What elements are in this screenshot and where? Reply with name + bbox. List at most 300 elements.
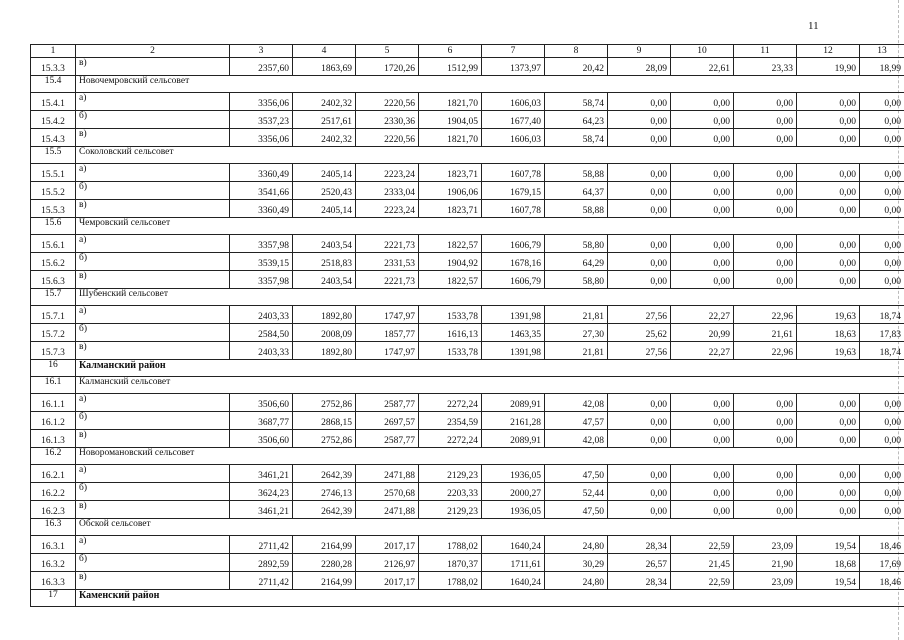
value-cell: 26,57 (608, 554, 671, 572)
table-row (31, 200, 904, 218)
row-number: 16.1.2 (31, 412, 76, 430)
value-cell: 0,00 (797, 200, 860, 218)
value-cell: 1373,97 (482, 58, 545, 76)
value-cell: 2220,56 (356, 93, 419, 111)
value-cell: 47,50 (545, 465, 608, 483)
value-cell: 0,00 (671, 465, 734, 483)
row-variant: в) (76, 58, 230, 76)
value-cell: 1606,03 (482, 93, 545, 111)
council-header-row (31, 147, 904, 164)
value-cell: 1533,78 (419, 306, 482, 324)
value-cell: 1892,80 (293, 306, 356, 324)
table-row (31, 501, 904, 519)
value-cell: 0,00 (734, 129, 797, 147)
value-cell: 18,63 (797, 324, 860, 342)
value-cell: 0,00 (860, 430, 904, 448)
council-title: Чемровский сельсовет (76, 218, 904, 235)
value-cell: 3506,60 (230, 430, 293, 448)
value-cell: 0,00 (608, 200, 671, 218)
value-cell: 3687,77 (230, 412, 293, 430)
value-cell: 30,29 (545, 554, 608, 572)
value-cell: 2000,27 (482, 483, 545, 501)
value-cell: 20,99 (671, 324, 734, 342)
value-cell: 1747,97 (356, 342, 419, 360)
district-header-row (31, 360, 904, 377)
value-cell: 0,00 (671, 164, 734, 182)
value-cell: 19,63 (797, 306, 860, 324)
row-number: 15.4.2 (31, 111, 76, 129)
value-cell: 3360,49 (230, 200, 293, 218)
value-cell: 27,56 (608, 342, 671, 360)
value-cell: 0,00 (671, 501, 734, 519)
value-cell: 0,00 (671, 182, 734, 200)
value-cell: 2129,23 (419, 501, 482, 519)
value-cell: 47,50 (545, 501, 608, 519)
value-cell: 2570,68 (356, 483, 419, 501)
value-cell: 42,08 (545, 394, 608, 412)
row-variant: а) (76, 164, 230, 182)
row-variant: б) (76, 111, 230, 129)
row-number: 15.6.1 (31, 235, 76, 253)
value-cell: 2161,28 (482, 412, 545, 430)
section-number: 16.3 (31, 519, 76, 536)
value-cell: 0,00 (608, 253, 671, 271)
table-row (31, 554, 904, 572)
value-cell: 0,00 (797, 430, 860, 448)
value-cell: 3506,60 (230, 394, 293, 412)
row-variant: в) (76, 342, 230, 360)
value-cell: 1606,79 (482, 271, 545, 289)
value-cell: 0,00 (797, 271, 860, 289)
value-cell: 2405,14 (293, 164, 356, 182)
value-cell: 2272,24 (419, 394, 482, 412)
value-cell: 0,00 (608, 271, 671, 289)
value-cell: 0,00 (734, 253, 797, 271)
column-header: 12 (797, 45, 860, 58)
table-row (31, 235, 904, 253)
value-cell: 0,00 (734, 501, 797, 519)
value-cell: 0,00 (734, 412, 797, 430)
council-header-row (31, 218, 904, 235)
value-cell: 2471,88 (356, 501, 419, 519)
value-cell: 58,74 (545, 129, 608, 147)
value-cell: 52,44 (545, 483, 608, 501)
value-cell: 0,00 (734, 93, 797, 111)
row-variant: а) (76, 394, 230, 412)
table-row (31, 253, 904, 271)
value-cell: 2221,73 (356, 271, 419, 289)
row-number: 15.3.3 (31, 58, 76, 76)
value-cell: 21,81 (545, 306, 608, 324)
value-cell: 1678,16 (482, 253, 545, 271)
value-cell: 28,34 (608, 536, 671, 554)
value-cell: 58,74 (545, 93, 608, 111)
value-cell: 1677,40 (482, 111, 545, 129)
value-cell: 0,00 (608, 182, 671, 200)
value-cell: 20,42 (545, 58, 608, 76)
council-title: Соколовский сельсовет (76, 147, 904, 164)
value-cell: 0,00 (608, 111, 671, 129)
value-cell: 2017,17 (356, 536, 419, 554)
value-cell: 3357,98 (230, 271, 293, 289)
row-variant: в) (76, 430, 230, 448)
value-cell: 2126,97 (356, 554, 419, 572)
value-cell: 0,00 (797, 253, 860, 271)
value-cell: 0,00 (860, 129, 904, 147)
value-cell: 21,61 (734, 324, 797, 342)
row-number: 15.4.1 (31, 93, 76, 111)
value-cell: 0,00 (734, 465, 797, 483)
value-cell: 2089,91 (482, 430, 545, 448)
value-cell: 22,27 (671, 342, 734, 360)
value-cell: 0,00 (734, 483, 797, 501)
value-cell: 22,96 (734, 306, 797, 324)
value-cell: 0,00 (671, 93, 734, 111)
row-number: 15.5.1 (31, 164, 76, 182)
value-cell: 0,00 (608, 394, 671, 412)
value-cell: 18,74 (860, 306, 904, 324)
section-number: 15.5 (31, 147, 76, 164)
section-number: 17 (31, 590, 76, 607)
value-cell: 1711,61 (482, 554, 545, 572)
value-cell: 19,63 (797, 342, 860, 360)
value-cell: 1821,70 (419, 93, 482, 111)
value-cell: 0,00 (671, 111, 734, 129)
value-cell: 2518,83 (293, 253, 356, 271)
district-title: Каменский район (76, 590, 904, 607)
value-cell: 0,00 (797, 501, 860, 519)
value-cell: 0,00 (860, 93, 904, 111)
value-cell: 2587,77 (356, 430, 419, 448)
value-cell: 3357,98 (230, 235, 293, 253)
value-cell: 0,00 (860, 235, 904, 253)
value-cell: 0,00 (734, 200, 797, 218)
value-cell: 2752,86 (293, 394, 356, 412)
value-cell: 0,00 (734, 164, 797, 182)
row-number: 15.7.3 (31, 342, 76, 360)
value-cell: 24,80 (545, 572, 608, 590)
value-cell: 1747,97 (356, 306, 419, 324)
value-cell: 23,09 (734, 572, 797, 590)
value-cell: 2746,13 (293, 483, 356, 501)
value-cell: 0,00 (734, 235, 797, 253)
value-cell: 58,88 (545, 200, 608, 218)
council-header-row (31, 448, 904, 465)
table-row (31, 430, 904, 448)
district-title: Калманский район (76, 360, 904, 377)
value-cell: 24,80 (545, 536, 608, 554)
value-cell: 19,54 (797, 572, 860, 590)
value-cell: 2403,54 (293, 235, 356, 253)
column-header: 10 (671, 45, 734, 58)
value-cell: 0,00 (608, 465, 671, 483)
value-cell: 1904,05 (419, 111, 482, 129)
table-row (31, 93, 904, 111)
value-cell: 21,45 (671, 554, 734, 572)
value-cell: 0,00 (860, 253, 904, 271)
table-row (31, 58, 904, 76)
table-row (31, 412, 904, 430)
value-cell: 1822,57 (419, 271, 482, 289)
value-cell: 19,54 (797, 536, 860, 554)
value-cell: 2868,15 (293, 412, 356, 430)
value-cell: 0,00 (608, 483, 671, 501)
value-cell: 2357,60 (230, 58, 293, 76)
value-cell: 2752,86 (293, 430, 356, 448)
table-row (31, 111, 904, 129)
council-header-row (31, 377, 904, 394)
value-cell: 3356,06 (230, 93, 293, 111)
row-variant: б) (76, 182, 230, 200)
council-header-row (31, 519, 904, 536)
value-cell: 2280,28 (293, 554, 356, 572)
value-cell: 0,00 (860, 412, 904, 430)
section-number: 15.7 (31, 289, 76, 306)
value-cell: 2402,32 (293, 93, 356, 111)
value-cell: 0,00 (797, 111, 860, 129)
value-cell: 0,00 (734, 394, 797, 412)
row-variant: а) (76, 93, 230, 111)
section-number: 15.4 (31, 76, 76, 93)
row-variant: б) (76, 554, 230, 572)
value-cell: 19,90 (797, 58, 860, 76)
value-cell: 0,00 (734, 182, 797, 200)
table-row (31, 536, 904, 554)
page-number: 11 (808, 20, 819, 32)
value-cell: 1936,05 (482, 465, 545, 483)
table-row (31, 572, 904, 590)
value-cell: 0,00 (671, 200, 734, 218)
value-cell: 1720,26 (356, 58, 419, 76)
value-cell: 22,59 (671, 572, 734, 590)
value-cell: 0,00 (608, 412, 671, 430)
value-cell: 0,00 (797, 164, 860, 182)
row-number: 16.2.1 (31, 465, 76, 483)
value-cell: 0,00 (671, 430, 734, 448)
row-variant: а) (76, 536, 230, 554)
council-title: Калманский сельсовет (76, 377, 904, 394)
value-cell: 22,59 (671, 536, 734, 554)
council-title: Обской сельсовет (76, 519, 904, 536)
row-variant: б) (76, 483, 230, 501)
section-number: 16.2 (31, 448, 76, 465)
value-cell: 2471,88 (356, 465, 419, 483)
row-variant: а) (76, 235, 230, 253)
row-number: 16.1.1 (31, 394, 76, 412)
value-cell: 18,68 (797, 554, 860, 572)
value-cell: 2008,09 (293, 324, 356, 342)
row-variant: б) (76, 412, 230, 430)
value-cell: 1606,03 (482, 129, 545, 147)
value-cell: 58,80 (545, 235, 608, 253)
value-cell: 2642,39 (293, 465, 356, 483)
row-variant: в) (76, 271, 230, 289)
value-cell: 2164,99 (293, 572, 356, 590)
value-cell: 17,69 (860, 554, 904, 572)
value-cell: 3461,21 (230, 501, 293, 519)
value-cell: 2223,24 (356, 200, 419, 218)
value-cell: 0,00 (797, 182, 860, 200)
value-cell: 21,81 (545, 342, 608, 360)
value-cell: 0,00 (797, 394, 860, 412)
row-variant: б) (76, 324, 230, 342)
row-number: 16.3.2 (31, 554, 76, 572)
value-cell: 22,27 (671, 306, 734, 324)
value-cell: 1821,70 (419, 129, 482, 147)
value-cell: 1788,02 (419, 536, 482, 554)
value-cell: 0,00 (860, 182, 904, 200)
value-cell: 64,23 (545, 111, 608, 129)
table-row (31, 324, 904, 342)
value-cell: 64,29 (545, 253, 608, 271)
value-cell: 2403,33 (230, 306, 293, 324)
value-cell: 58,80 (545, 271, 608, 289)
value-cell: 2711,42 (230, 572, 293, 590)
tariff-table (30, 44, 904, 607)
value-cell: 2517,61 (293, 111, 356, 129)
table-row (31, 164, 904, 182)
value-cell: 2402,32 (293, 129, 356, 147)
value-cell: 0,00 (608, 430, 671, 448)
value-cell: 2333,04 (356, 182, 419, 200)
value-cell: 22,61 (671, 58, 734, 76)
column-header: 11 (734, 45, 797, 58)
value-cell: 2354,59 (419, 412, 482, 430)
row-number: 15.5.3 (31, 200, 76, 218)
table-row (31, 465, 904, 483)
value-cell: 2223,24 (356, 164, 419, 182)
value-cell: 2584,50 (230, 324, 293, 342)
value-cell: 0,00 (797, 483, 860, 501)
district-header-row (31, 590, 904, 607)
value-cell: 42,08 (545, 430, 608, 448)
row-number: 16.3.1 (31, 536, 76, 554)
value-cell: 1512,99 (419, 58, 482, 76)
value-cell: 1904,92 (419, 253, 482, 271)
column-header: 13 (860, 45, 904, 58)
value-cell: 1857,77 (356, 324, 419, 342)
column-header: 1 (31, 45, 76, 58)
value-cell: 23,33 (734, 58, 797, 76)
value-cell: 0,00 (671, 483, 734, 501)
value-cell: 2403,54 (293, 271, 356, 289)
row-variant: б) (76, 253, 230, 271)
value-cell: 1892,80 (293, 342, 356, 360)
section-number: 16.1 (31, 377, 76, 394)
value-cell: 0,00 (860, 483, 904, 501)
value-cell: 0,00 (608, 164, 671, 182)
value-cell: 3624,23 (230, 483, 293, 501)
value-cell: 1391,98 (482, 342, 545, 360)
table-row (31, 342, 904, 360)
value-cell: 0,00 (797, 129, 860, 147)
value-cell: 18,46 (860, 572, 904, 590)
table-row (31, 483, 904, 501)
value-cell: 47,57 (545, 412, 608, 430)
value-cell: 0,00 (734, 271, 797, 289)
value-cell: 2221,73 (356, 235, 419, 253)
value-cell: 2520,43 (293, 182, 356, 200)
column-header: 5 (356, 45, 419, 58)
value-cell: 2405,14 (293, 200, 356, 218)
column-header: 6 (419, 45, 482, 58)
value-cell: 1606,79 (482, 235, 545, 253)
value-cell: 22,96 (734, 342, 797, 360)
value-cell: 18,46 (860, 536, 904, 554)
value-cell: 0,00 (671, 394, 734, 412)
table-body (31, 45, 904, 607)
table-row (31, 271, 904, 289)
value-cell: 0,00 (797, 235, 860, 253)
value-cell: 28,09 (608, 58, 671, 76)
value-cell: 1823,71 (419, 164, 482, 182)
value-cell: 0,00 (860, 111, 904, 129)
value-cell: 1640,24 (482, 536, 545, 554)
value-cell: 21,90 (734, 554, 797, 572)
value-cell: 1788,02 (419, 572, 482, 590)
value-cell: 2642,39 (293, 501, 356, 519)
column-header: 3 (230, 45, 293, 58)
row-variant: в) (76, 501, 230, 519)
row-number: 15.7.1 (31, 306, 76, 324)
value-cell: 0,00 (860, 271, 904, 289)
value-cell: 0,00 (734, 111, 797, 129)
column-header: 2 (76, 45, 230, 58)
value-cell: 23,09 (734, 536, 797, 554)
value-cell: 2587,77 (356, 394, 419, 412)
value-cell: 0,00 (860, 394, 904, 412)
value-cell: 3537,23 (230, 111, 293, 129)
table-row (31, 394, 904, 412)
value-cell: 1823,71 (419, 200, 482, 218)
value-cell: 1616,13 (419, 324, 482, 342)
value-cell: 0,00 (860, 501, 904, 519)
column-header: 4 (293, 45, 356, 58)
value-cell: 1391,98 (482, 306, 545, 324)
value-cell: 0,00 (734, 430, 797, 448)
value-cell: 27,56 (608, 306, 671, 324)
value-cell: 2331,53 (356, 253, 419, 271)
value-cell: 18,99 (860, 58, 904, 76)
value-cell: 0,00 (860, 465, 904, 483)
value-cell: 28,34 (608, 572, 671, 590)
value-cell: 0,00 (671, 412, 734, 430)
value-cell: 27,30 (545, 324, 608, 342)
value-cell: 3539,15 (230, 253, 293, 271)
value-cell: 3360,49 (230, 164, 293, 182)
value-cell: 2272,24 (419, 430, 482, 448)
row-number: 15.4.3 (31, 129, 76, 147)
row-variant: а) (76, 306, 230, 324)
value-cell: 1533,78 (419, 342, 482, 360)
value-cell: 1906,06 (419, 182, 482, 200)
value-cell: 3356,06 (230, 129, 293, 147)
table-row (31, 182, 904, 200)
council-title: Новоромановский сельсовет (76, 448, 904, 465)
value-cell: 25,62 (608, 324, 671, 342)
value-cell: 18,74 (860, 342, 904, 360)
value-cell: 0,00 (860, 200, 904, 218)
table-row (31, 306, 904, 324)
council-header-row (31, 76, 904, 93)
value-cell: 1607,78 (482, 164, 545, 182)
value-cell: 0,00 (671, 253, 734, 271)
value-cell: 2330,36 (356, 111, 419, 129)
value-cell: 2711,42 (230, 536, 293, 554)
value-cell: 1822,57 (419, 235, 482, 253)
value-cell: 0,00 (797, 412, 860, 430)
section-number: 15.6 (31, 218, 76, 235)
